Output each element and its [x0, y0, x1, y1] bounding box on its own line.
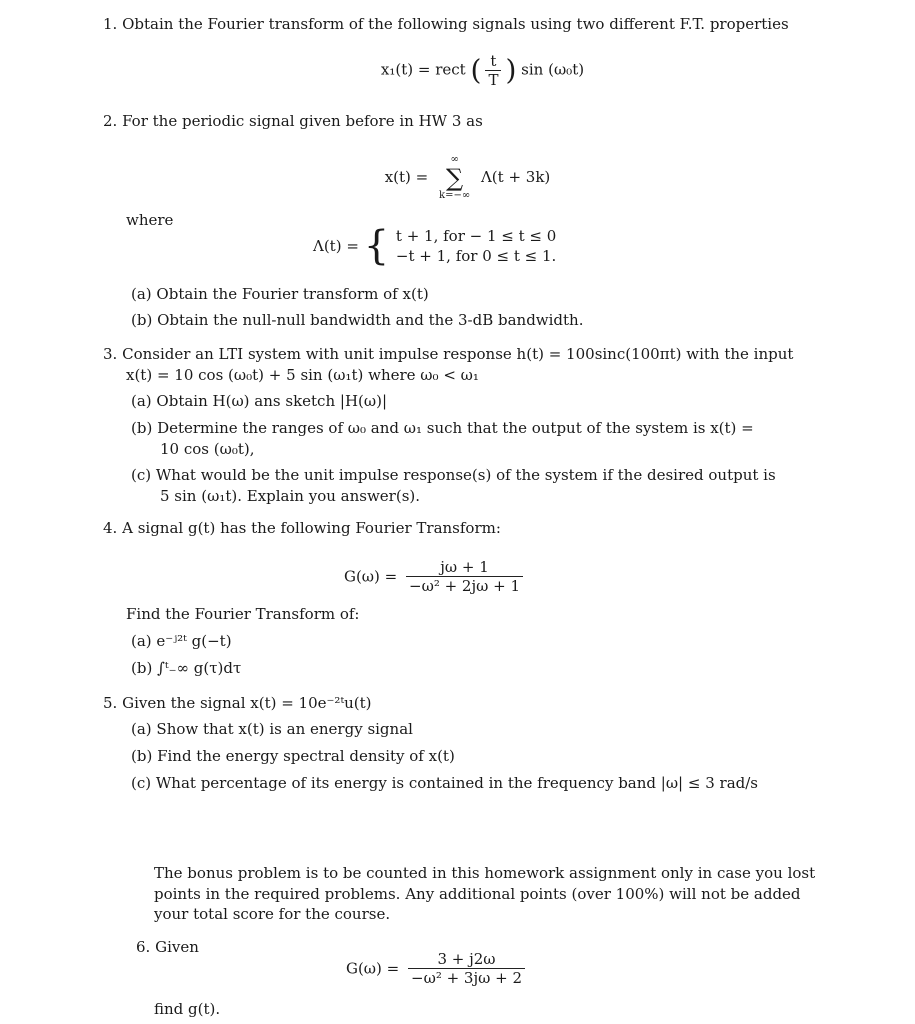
problem-3-line1: Consider an LTI system with unit impulse response h(t) = 100sinc(100πt) with the input: [122, 345, 794, 363]
problem-4a: (a) e⁻ʲ²ᵗ g(−t): [131, 632, 232, 650]
bonus-note-line3: your total score for the course.: [154, 905, 391, 923]
eq1-fraction: $\frac{t}{T}$: [485, 52, 501, 89]
problem-1-number: 1.: [103, 15, 118, 33]
problem-1-equation: x₁(t) = rect ( $\frac{t}{T}$ ) sin (ω₀t): [380, 52, 585, 89]
eq2-lhs: x(t) =: [384, 168, 429, 186]
problem-3a: (a) Obtain H(ω) ans sketch |H(ω)|: [131, 392, 388, 410]
eq6-fraction: $\frac{3 + j2\omega}{\text{−ω² + 3jω + 2}}$: [408, 950, 525, 987]
problem-5-text: Given the signal x(t) = 10e⁻²ᵗu(t): [122, 694, 372, 712]
eq6-lhs: G(ω) =: [345, 959, 400, 978]
eq2-rhs: Λ(t + 3k): [480, 168, 551, 186]
problem-4: [103, 518, 501, 538]
problem-3b-line1: (b) Determine the ranges of ω₀ and ω₁ such that the output of the system is x(t) =: [131, 419, 754, 437]
bonus-note-line1: The bonus problem is to be counted in this homework assignment only in case you lost: [154, 864, 816, 882]
problem-6-equation: [0, 950, 895, 987]
problem-2b: (b) Obtain the null-null bandwidth and the 3-dB bandwidth.: [131, 311, 584, 329]
eq4-fraction: $\frac{j\omega + 1}{\text{−ω² + 2jω + 1}}$: [406, 558, 523, 595]
problem-3: [103, 344, 793, 364]
problem-3-line2: x(t) = 10 cos (ω₀t) + 5 sin (ω₁t) where ω₀ < ω₁: [126, 366, 479, 384]
eq1-rhs: sin (ω₀t): [521, 60, 585, 79]
problem-4-text: A signal g(t) has the following Fourier Transform:: [122, 519, 501, 537]
problem-3-number: 3.: [103, 345, 118, 363]
problem-5b: (b) Find the energy spectral density of x(t): [131, 747, 455, 765]
problem-4b: (b) ∫ᵗ₋∞ g(τ)dτ: [131, 659, 242, 677]
lambda-definition: Λ(t) = { t + 1, for − 1 ≤ t ≤ 0 −t + 1, for 0 ≤ t ≤ 1.: [313, 223, 557, 269]
problem-4-find: Find the Fourier Transform of:: [126, 605, 360, 623]
case-2: −t + 1, for 0 ≤ t ≤ 1.: [395, 247, 557, 265]
problem-5: [103, 693, 372, 713]
lambda-cases: [396, 226, 556, 266]
eq4-lhs: G(ω) =: [343, 567, 398, 586]
problem-4-equation: [0, 558, 893, 595]
case-1: t + 1, for − 1 ≤ t ≤ 0: [395, 227, 557, 245]
problem-3c-line2: 5 sin (ω₁t). Explain you answer(s).: [160, 487, 421, 505]
problem-6-number: 6.: [136, 938, 151, 956]
problem-2a: (a) Obtain the Fourier transform of x(t): [131, 285, 429, 303]
problem-1-text: Obtain the Fourier transform of the following signals using two different F.T. properties: [122, 15, 789, 33]
lambda-lhs: Λ(t) =: [313, 237, 359, 255]
problem-3b-line2: 10 cos (ω₀t),: [160, 440, 255, 458]
problem-2-sum-equation: [10, 154, 915, 202]
bonus-note-line2: points in the required problems. Any additional points (over 100%) will not be added: [154, 885, 801, 903]
problem-4-number: 4.: [103, 519, 118, 537]
problem-2: [103, 111, 483, 131]
problem-6-find: find g(t).: [154, 1000, 221, 1018]
summation: ∞ ∑ k=−∞: [439, 154, 471, 201]
problem-6-text: Given: [155, 938, 199, 956]
problem-2-number: 2.: [103, 112, 118, 130]
problem-5-number: 5.: [103, 694, 118, 712]
eq1-lhs: x₁(t) = rect: [380, 60, 466, 79]
where-label: where: [126, 211, 174, 229]
problem-1: [103, 14, 789, 34]
problem-5a: (a) Show that x(t) is an energy signal: [131, 720, 413, 738]
problem-5c: (c) What percentage of its energy is contained in the frequency band |ω| ≤ 3 rad/s: [131, 774, 758, 792]
problem-3c-line1: (c) What would be the unit impulse response(s) of the system if the desired output is: [131, 466, 776, 484]
problem-2-text: For the periodic signal given before in HW 3 as: [122, 112, 483, 130]
